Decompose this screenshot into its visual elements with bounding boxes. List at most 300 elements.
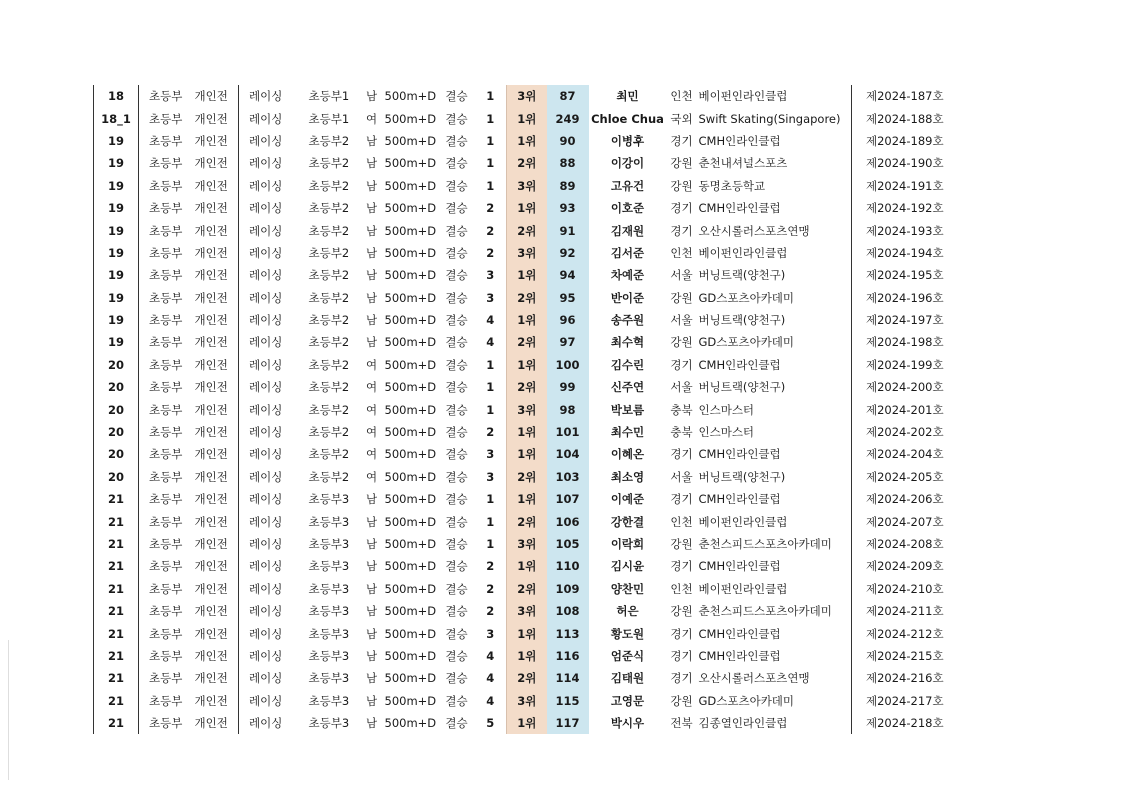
athlete-name-cell: 이락희: [610, 537, 645, 551]
region-cell: 경기: [670, 223, 693, 238]
athlete-name-cell: 허은: [616, 604, 639, 619]
sex-cell: 여: [365, 447, 378, 462]
event-cell: 개인전: [189, 533, 239, 555]
certificate-number-cell: 제2024-199호: [852, 354, 974, 376]
distance-cell: 500m+D: [384, 447, 437, 462]
table-row: [94, 354, 974, 376]
place-cell: 1위: [507, 712, 547, 734]
place-cell: 1위: [507, 421, 547, 443]
table-row: [94, 712, 974, 734]
region-cell: 충북: [670, 425, 693, 440]
row-seq-cell: 19: [94, 287, 139, 309]
event-cell: 개인전: [189, 354, 239, 376]
region-cell: 인천: [670, 581, 693, 596]
athlete-name-cell: 이강이: [610, 156, 645, 171]
type-cell: 레이싱: [249, 156, 283, 171]
heat-cell: 2: [486, 223, 495, 238]
round-cell: 결승: [445, 111, 468, 126]
certificate-number-cell: 제2024-201호: [852, 398, 974, 420]
place-cell: 2위: [507, 287, 547, 309]
event-cell: 개인전: [189, 107, 239, 129]
place-cell: 3위: [507, 600, 547, 622]
athlete-name-cell: 최수민: [610, 425, 645, 440]
division-cell: 초등부: [149, 626, 183, 641]
sex-cell: 남: [365, 604, 378, 619]
certificate-number-cell: 제2024-188호: [852, 107, 974, 129]
division-cell: 초등부: [149, 402, 183, 417]
row-seq-cell: 19: [94, 130, 139, 152]
certificate-number-cell: 제2024-197호: [852, 309, 974, 331]
place-cell: 1위: [507, 555, 547, 577]
type-cell: 레이싱: [249, 648, 283, 663]
bib-number-cell: 108: [547, 600, 589, 622]
athlete-name-cell: 김시윤: [610, 559, 645, 574]
row-seq-cell: 19: [94, 175, 139, 197]
region-cell: 경기: [670, 671, 693, 686]
athlete-name-cell: 김수린: [610, 357, 645, 372]
row-seq-cell: 21: [94, 578, 139, 600]
bib-number-cell: 105: [547, 533, 589, 555]
class-cell: 초등부3: [308, 604, 350, 619]
table-row: [94, 622, 974, 644]
place-cell: 1위: [507, 443, 547, 465]
distance-cell: 500m+D: [384, 245, 437, 260]
bib-number-cell: 117: [547, 712, 589, 734]
region-cell: 충북: [670, 402, 693, 417]
athlete-name-cell: 김서준: [610, 245, 645, 260]
class-cell: 초등부3: [308, 716, 350, 731]
heat-cell: 1: [486, 380, 495, 395]
division-cell: 초등부: [149, 604, 183, 619]
event-cell: 개인전: [189, 242, 239, 264]
athlete-name-cell: 이예준: [610, 492, 645, 507]
club-cell: CMH인라인클럽: [698, 133, 781, 148]
club-cell: CMH인라인클럽: [698, 201, 781, 216]
division-cell: 초등부: [149, 693, 183, 708]
table-row: [94, 533, 974, 555]
distance-cell: 500m+D: [384, 402, 437, 417]
round-cell: 결승: [445, 89, 468, 104]
bib-number-cell: 91: [547, 219, 589, 241]
division-cell: 초등부: [149, 380, 183, 395]
class-cell: 초등부3: [308, 581, 350, 596]
row-seq-cell: 20: [94, 398, 139, 420]
bib-number-cell: 94: [547, 264, 589, 286]
table-row: [94, 645, 974, 667]
region-cell: 경기: [670, 201, 693, 216]
region-cell: 서울: [670, 313, 693, 328]
bib-number-cell: 98: [547, 398, 589, 420]
sex-cell: 여: [365, 469, 378, 484]
athlete-name-cell: 박보름: [610, 402, 645, 417]
bib-number-cell: 114: [547, 667, 589, 689]
event-cell: 개인전: [189, 175, 239, 197]
row-seq-cell: 21: [94, 533, 139, 555]
bib-number-cell: 93: [547, 197, 589, 219]
type-cell: 레이싱: [249, 357, 283, 372]
round-cell: 결승: [445, 402, 468, 417]
region-cell: 인천: [670, 89, 693, 104]
region-cell: 국외: [670, 111, 693, 126]
bib-number-cell: 92: [547, 242, 589, 264]
sex-cell: 여: [365, 111, 378, 126]
class-cell: 초등부3: [308, 537, 350, 551]
event-cell: 개인전: [189, 443, 239, 465]
event-cell: 개인전: [189, 197, 239, 219]
athlete-name-cell: 박시우: [610, 716, 645, 731]
distance-cell: 500m+D: [384, 626, 437, 641]
table-row: [94, 578, 974, 600]
heat-cell: 2: [486, 425, 495, 440]
place-cell: 1위: [507, 488, 547, 510]
club-cell: 버닝트랙(양천구): [698, 380, 786, 395]
certificate-number-cell: 제2024-216호: [852, 667, 974, 689]
event-cell: 개인전: [189, 376, 239, 398]
round-cell: 결승: [445, 268, 468, 283]
certificate-number-cell: 제2024-217호: [852, 690, 974, 712]
bib-number-cell: 97: [547, 331, 589, 353]
table-row: [94, 107, 974, 129]
table-row: [94, 309, 974, 331]
table-row: [94, 667, 974, 689]
place-cell: 1위: [507, 645, 547, 667]
row-seq-cell: 20: [94, 466, 139, 488]
club-cell: CMH인라인클럽: [698, 648, 781, 663]
place-cell: 1위: [507, 107, 547, 129]
sex-cell: 남: [365, 716, 378, 731]
heat-cell: 1: [486, 178, 495, 193]
class-cell: 초등부2: [308, 469, 350, 484]
club-cell: 베이펀인라인클럽: [698, 245, 788, 260]
table-row: [94, 488, 974, 510]
round-cell: 결승: [445, 492, 468, 507]
event-cell: 개인전: [189, 600, 239, 622]
event-cell: 개인전: [189, 466, 239, 488]
division-cell: 초등부: [149, 313, 183, 328]
sex-cell: 남: [365, 335, 378, 350]
event-cell: 개인전: [189, 287, 239, 309]
type-cell: 레이싱: [249, 604, 283, 619]
class-cell: 초등부2: [308, 447, 350, 462]
heat-cell: 2: [486, 245, 495, 260]
round-cell: 결승: [445, 537, 468, 551]
round-cell: 결승: [445, 469, 468, 484]
class-cell: 초등부1: [308, 89, 350, 104]
type-cell: 레이싱: [249, 559, 283, 574]
results-sheet: [93, 85, 973, 734]
place-cell: 3위: [507, 690, 547, 712]
athlete-name-cell: 최소영: [610, 469, 645, 484]
sex-cell: 여: [365, 425, 378, 440]
heat-cell: 2: [486, 581, 495, 596]
row-seq-cell: 21: [94, 510, 139, 532]
row-seq-cell: 19: [94, 309, 139, 331]
event-cell: 개인전: [189, 510, 239, 532]
type-cell: 레이싱: [249, 537, 283, 551]
athlete-name-cell: 이호준: [610, 201, 645, 216]
row-seq-cell: 19: [94, 331, 139, 353]
round-cell: 결승: [445, 716, 468, 731]
heat-cell: 4: [486, 313, 495, 328]
heat-cell: 3: [486, 469, 495, 484]
class-cell: 초등부2: [308, 425, 350, 440]
place-cell: 2위: [507, 376, 547, 398]
sex-cell: 남: [365, 626, 378, 641]
division-cell: 초등부: [149, 89, 183, 104]
type-cell: 레이싱: [249, 89, 283, 104]
round-cell: 결승: [445, 671, 468, 686]
club-cell: 버닝트랙(양천구): [698, 469, 786, 484]
table-row: [94, 600, 974, 622]
heat-cell: 3: [486, 447, 495, 462]
certificate-number-cell: 제2024-195호: [852, 264, 974, 286]
type-cell: 레이싱: [249, 201, 283, 216]
class-cell: 초등부2: [308, 335, 350, 350]
athlete-name-cell: 신주연: [610, 380, 645, 395]
club-cell: 오산시롤러스포츠연맹: [698, 223, 810, 238]
distance-cell: 500m+D: [384, 693, 437, 708]
class-cell: 초등부2: [308, 133, 350, 148]
athlete-name-cell: 송주원: [610, 313, 645, 328]
sex-cell: 남: [365, 89, 378, 104]
sex-cell: 남: [365, 537, 378, 551]
region-cell: 강원: [670, 290, 693, 305]
certificate-number-cell: 제2024-209호: [852, 555, 974, 577]
club-cell: CMH인라인클럽: [698, 559, 781, 574]
certificate-number-cell: 제2024-210호: [852, 578, 974, 600]
sex-cell: 여: [365, 357, 378, 372]
heat-cell: 2: [486, 559, 495, 574]
region-cell: 전북: [670, 716, 693, 731]
bib-number-cell: 100: [547, 354, 589, 376]
place-cell: 1위: [507, 622, 547, 644]
sex-cell: 여: [365, 380, 378, 395]
division-cell: 초등부: [149, 671, 183, 686]
place-cell: 1위: [507, 264, 547, 286]
athlete-name-cell: 엄준식: [610, 648, 645, 663]
bib-number-cell: 90: [547, 130, 589, 152]
class-cell: 초등부2: [308, 156, 350, 171]
club-cell: 인스마스터: [698, 402, 755, 417]
type-cell: 레이싱: [249, 425, 283, 440]
place-cell: 1위: [507, 130, 547, 152]
heat-cell: 2: [486, 201, 495, 216]
class-cell: 초등부3: [308, 559, 350, 574]
bib-number-cell: 109: [547, 578, 589, 600]
type-cell: 레이싱: [249, 223, 283, 238]
bib-number-cell: 116: [547, 645, 589, 667]
club-cell: 오산시롤러스포츠연맹: [698, 671, 810, 686]
row-seq-cell: 19: [94, 242, 139, 264]
club-cell: CMH인라인클럽: [698, 447, 781, 462]
round-cell: 결승: [445, 514, 468, 529]
region-cell: 경기: [670, 357, 693, 372]
table-row: [94, 175, 974, 197]
event-cell: 개인전: [189, 667, 239, 689]
sex-cell: 여: [365, 402, 378, 417]
type-cell: 레이싱: [249, 313, 283, 328]
division-cell: 초등부: [149, 335, 183, 350]
table-row: [94, 85, 974, 107]
class-cell: 초등부3: [308, 693, 350, 708]
distance-cell: 500m+D: [384, 604, 437, 619]
heat-cell: 1: [486, 357, 495, 372]
bib-number-cell: 95: [547, 287, 589, 309]
distance-cell: 500m+D: [384, 559, 437, 574]
distance-cell: 500m+D: [384, 514, 437, 529]
region-cell: 강원: [670, 693, 693, 708]
row-seq-cell: 20: [94, 354, 139, 376]
club-cell: CMH인라인클럽: [698, 626, 781, 641]
row-seq-cell: 21: [94, 555, 139, 577]
table-row: [94, 264, 974, 286]
distance-cell: 500m+D: [384, 156, 437, 171]
class-cell: 초등부3: [308, 626, 350, 641]
athlete-name-cell: 반이준: [610, 290, 645, 305]
round-cell: 결승: [445, 156, 468, 171]
region-cell: 인천: [670, 514, 693, 529]
results-table-body: [94, 85, 974, 734]
class-cell: 초등부2: [308, 313, 350, 328]
place-cell: 2위: [507, 466, 547, 488]
place-cell: 1위: [507, 309, 547, 331]
place-cell: 3위: [507, 85, 547, 107]
bib-number-cell: 104: [547, 443, 589, 465]
sex-cell: 남: [365, 671, 378, 686]
sex-cell: 남: [365, 223, 378, 238]
division-cell: 초등부: [149, 268, 183, 283]
athlete-name-cell: 고유건: [610, 178, 645, 193]
place-cell: 2위: [507, 667, 547, 689]
type-cell: 레이싱: [249, 380, 283, 395]
sex-cell: 남: [365, 492, 378, 507]
class-cell: 초등부1: [308, 111, 350, 126]
sex-cell: 남: [365, 514, 378, 529]
division-cell: 초등부: [149, 156, 183, 171]
sex-cell: 남: [365, 559, 378, 574]
division-cell: 초등부: [149, 537, 183, 551]
athlete-name-cell: Chloe Chua: [591, 111, 664, 126]
round-cell: 결승: [445, 447, 468, 462]
type-cell: 레이싱: [249, 626, 283, 641]
bib-number-cell: 96: [547, 309, 589, 331]
athlete-name-cell: 고영문: [610, 693, 645, 708]
athlete-name-cell: 김재원: [610, 223, 645, 238]
place-cell: 2위: [507, 510, 547, 532]
sex-cell: 남: [365, 648, 378, 663]
distance-cell: 500m+D: [384, 380, 437, 395]
round-cell: 결승: [445, 425, 468, 440]
bib-number-cell: 106: [547, 510, 589, 532]
place-cell: 2위: [507, 578, 547, 600]
type-cell: 레이싱: [249, 447, 283, 462]
certificate-number-cell: 제2024-202호: [852, 421, 974, 443]
row-seq-cell: 19: [94, 219, 139, 241]
type-cell: 레이싱: [249, 492, 283, 507]
round-cell: 결승: [445, 133, 468, 148]
class-cell: 초등부3: [308, 514, 350, 529]
heat-cell: 1: [486, 89, 495, 104]
event-cell: 개인전: [189, 690, 239, 712]
type-cell: 레이싱: [249, 469, 283, 484]
round-cell: 결승: [445, 357, 468, 372]
row-seq-cell: 21: [94, 667, 139, 689]
place-cell: 3위: [507, 242, 547, 264]
athlete-name-cell: 강한결: [610, 514, 645, 529]
bib-number-cell: 89: [547, 175, 589, 197]
event-cell: 개인전: [189, 264, 239, 286]
club-cell: 베이펀인라인클럽: [698, 514, 788, 529]
region-cell: 서울: [670, 380, 693, 395]
distance-cell: 500m+D: [384, 581, 437, 596]
distance-cell: 500m+D: [384, 671, 437, 686]
event-cell: 개인전: [189, 331, 239, 353]
distance-cell: 500m+D: [384, 648, 437, 663]
round-cell: 결승: [445, 201, 468, 216]
round-cell: 결승: [445, 290, 468, 305]
athlete-name-cell: 양찬민: [610, 581, 645, 596]
bib-number-cell: 110: [547, 555, 589, 577]
certificate-number-cell: 제2024-189호: [852, 130, 974, 152]
round-cell: 결승: [445, 380, 468, 395]
round-cell: 결승: [445, 648, 468, 663]
class-cell: 초등부2: [308, 201, 350, 216]
place-cell: 2위: [507, 331, 547, 353]
round-cell: 결승: [445, 223, 468, 238]
round-cell: 결승: [445, 178, 468, 193]
sex-cell: 남: [365, 201, 378, 216]
table-row: [94, 398, 974, 420]
sex-cell: 남: [365, 178, 378, 193]
round-cell: 결승: [445, 335, 468, 350]
bib-number-cell: 115: [547, 690, 589, 712]
certificate-number-cell: 제2024-207호: [852, 510, 974, 532]
club-cell: 춘천스피드스포츠아카데미: [698, 537, 832, 551]
place-cell: 2위: [507, 152, 547, 174]
place-cell: 1위: [507, 197, 547, 219]
table-row: [94, 197, 974, 219]
club-cell: CMH인라인클럽: [698, 492, 781, 507]
region-cell: 강원: [670, 178, 693, 193]
results-table: [93, 85, 974, 734]
heat-cell: 4: [486, 671, 495, 686]
event-cell: 개인전: [189, 309, 239, 331]
sex-cell: 남: [365, 313, 378, 328]
event-cell: 개인전: [189, 645, 239, 667]
table-row: [94, 219, 974, 241]
class-cell: 초등부2: [308, 245, 350, 260]
class-cell: 초등부2: [308, 223, 350, 238]
heat-cell: 1: [486, 492, 495, 507]
round-cell: 결승: [445, 559, 468, 574]
event-cell: 개인전: [189, 712, 239, 734]
certificate-number-cell: 제2024-218호: [852, 712, 974, 734]
class-cell: 초등부2: [308, 402, 350, 417]
certificate-number-cell: 제2024-192호: [852, 197, 974, 219]
division-cell: 초등부: [149, 559, 183, 574]
class-cell: 초등부2: [308, 290, 350, 305]
region-cell: 경기: [670, 447, 693, 462]
type-cell: 레이싱: [249, 268, 283, 283]
table-row: [94, 242, 974, 264]
row-seq-cell: 20: [94, 376, 139, 398]
region-cell: 서울: [670, 469, 693, 484]
club-cell: 춘천내셔널스포츠: [698, 156, 788, 171]
region-cell: 경기: [670, 492, 693, 507]
type-cell: 레이싱: [249, 671, 283, 686]
heat-cell: 4: [486, 335, 495, 350]
table-row: [94, 690, 974, 712]
